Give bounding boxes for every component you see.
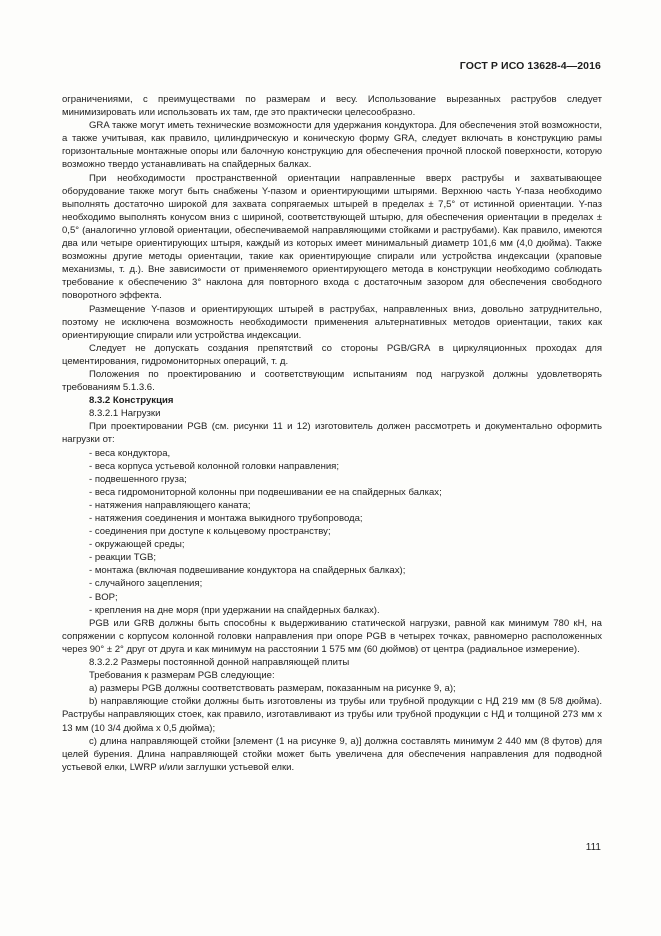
paragraph: c) длина направляющей стойки [элемент (1 на рисунке 9, а)] должна составлять минимум 2 440 мм (8 футов) для целей бурения. Длина направляющей стойки может быть увеличена для обеспечения направления для подводной устьевой елки, LWRP и/или заглушки устьевой елки. [62, 735, 602, 773]
paragraph: a) размеры PGB должны соответствовать размерам, показанным на рисунке 9, а); [89, 683, 456, 695]
paragraph: При проектировании PGB (см. рисунки 11 и 12) изготовитель должен рассмотреть и документально оформить нагрузки от: [62, 421, 602, 446]
paragraph: Следует не допускать создания препятствий со стороны PGB/GRA в циркуляционных проходах для цементирования, гидромониторных операций, т. д. [62, 342, 602, 367]
list-item: - веса кондуктора, [89, 447, 171, 459]
list-item: - веса гидромониторной колонны при подвешивании ее на спайдерных балках; [89, 486, 442, 498]
list-item: - соединения при доступе к кольцевому пространству; [89, 526, 331, 538]
list-item: - реакции TGB; [89, 552, 157, 564]
list-item: - крепления на дне моря (при удержании на спайдерных балках). [89, 604, 380, 616]
page-body [62, 93, 602, 774]
list-item: - монтажа (включая подвешивание кондуктора на спайдерных балках); [89, 565, 406, 577]
list-item: - подвешенного груза; [89, 473, 187, 485]
section-heading: 8.3.2 Конструкция [89, 395, 174, 407]
paragraph: Размещение Y-пазов и ориентирующих штырей в раструбах, направленных вниз, довольно затруднительно, поэтому не исключена возможность необходимости применения альтернативных методов ориентации, таких как ориентирующие спирали или устройства индексации. [62, 303, 602, 341]
subsection-heading: 8.3.2.2 Размеры постоянной донной направляющей плиты [89, 657, 350, 669]
list-item: - окружающей среды; [89, 539, 185, 551]
paragraph: ограничениями, с преимуществами по размерам и весу. Использование вырезанных раструбов следует минимизировать или использовать их там, где это практически целесообразно. [62, 94, 602, 119]
paragraph: PGB или GRB должны быть способны к выдерживанию статической нагрузки, равной как минимум 780 кН, на сопряжении с корпусом колонной головки направления при опоре PGB в четырех точках, равномерно расположенных через 90° ± 2° друг от друга и как минимум на расстоянии 1 575 мм (60 дюймов) от центра (радиальное измерение). [62, 617, 602, 655]
list-item: - веса корпуса устьевой колонной головки направления; [89, 460, 340, 472]
list-item: - натяжения соединения и монтажа выкидного трубопровода; [89, 513, 363, 524]
paragraph: Положения по проектированию и соответствующим испытаниям под нагрузкой должны удовлетворять требованиям 5.1.3.6. [62, 368, 602, 394]
list-item: - случайного зацепления; [89, 578, 203, 590]
paragraph: Требования к размерам PGB следующие: [89, 670, 275, 682]
subsection-heading: 8.3.2.1 Нагрузки [89, 408, 161, 420]
paragraph: b) направляющие стойки должны быть изготовлены из трубы или трубной продукции с НД 219 мм (8 5/8 дюйма). Раструбы направляющих стоек, как правило, изготавливают из трубы или трубной продукции с НД и толщиной 273 мм x 13 мм (10 3/4 дюйма x 0,5 дюйма); [62, 696, 602, 734]
standard-header: ГОСТ Р ИСО 13628-4—2016 [459, 60, 601, 72]
list-item: - BOP; [89, 591, 118, 603]
paragraph: При необходимости пространственной ориентации направленные вверх раструбы и захватывающее оборудование также могут быть снабжены Y-пазом и ориентирующими штырями. Верхнюю часть Y-паза необходимо выполнять достаточно широкой для захвата сопрягаемых штырей в пределах ± 7,5° от истинной ориентации. Y-паз необходимо выполнять конусом вниз с шириной, соответствующей штырю, для обеспечения ориентации в пределах ± 0,5° (аналогично угловой ориентации, обеспечиваемой направляющими стойками и раструбами). Как правило, имеются два или четыре ориентирующих штыря, каждый из которых имеет минимальный диаметр 101,6 мм (4,0 дюйма). Также возможны другие методы ориентации, такие как ориентирующие спирали или устройства индексации (храповые механизмы, т. д.). Вне зависимости от применяемого ориентирующего метода в конструкции необходимо соблюдать требование к обеспечению 3° наклона для повторного входа с достаточным зазором для обеспечения свободного поворотного эффекта. [62, 172, 602, 302]
page-number: 111 [585, 842, 601, 853]
paragraph: GRA также могут иметь технические возможности для удержания кондуктора. Для обеспечения этой возможности, а также учитывая, как правило, цилиндрическую и коническую форму GRA, следует включать в конструкцию рамы горизонтальные монтажные опоры или балочную конструкцию для обеспечения прочной плоской поверхности, которую возможно твердо устанавливать на спайдерных балках. [62, 120, 602, 171]
list-item: - натяжения направляющего каната; [89, 499, 251, 511]
